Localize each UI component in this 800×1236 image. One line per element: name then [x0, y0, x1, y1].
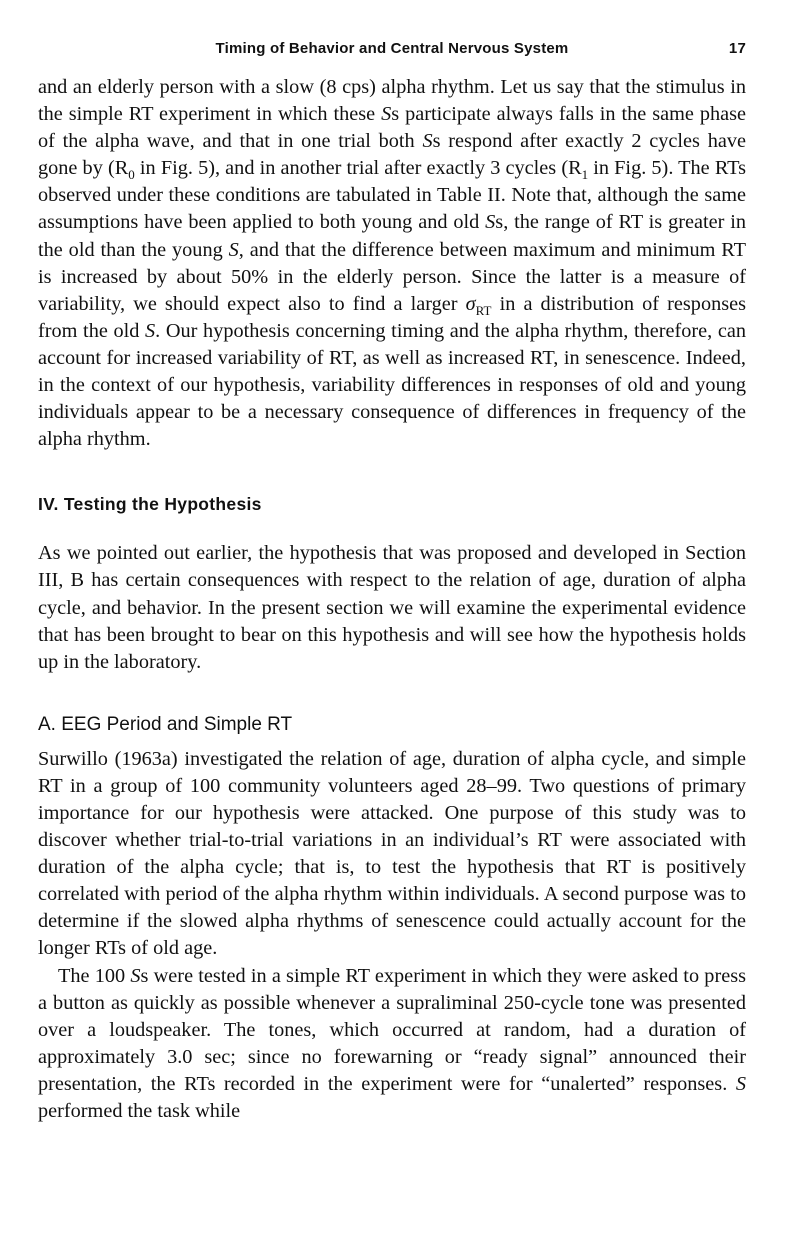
- book-page: [38, 40, 746, 1125]
- paragraph-alpha-rhythm-variability: and an elderly person with a slow (8 cps) alpha rhythm. Let us say that the stimulus in the simple RT experiment in which these Ss participate always falls in the same phase of the alpha wave, and that in one trial both Ss respond after exactly 2 cycles have gone by ($R_0$ in Fig. 5), and in another trial after exactly 3 cycles ($R_1$ in Fig. 5). The RTs observed under these conditions are tabulated in Table II. Note that, although the same assumptions have been applied to both young and old Ss, the range of RT is greater in the old than the young S, and that the difference between maximum and minimum RT is increased by about 50% in the elderly person. Since the latter is a measure of variability, we should expect also to find a larger $\sigma_{RT}$ in a distribution of responses from the old S. Our hypothesis concerning timing and the alpha rhythm, therefore, can account for increased variability of RT, as well as increased RT, in senescence. Indeed, in the context of our hypothesis, variability differences in responses of old and young individuals appear to be a necessary consequence of differences in frequency of the alpha rhythm.: [38, 76, 747, 451]
- paragraph-experiment-procedure: The 100 Ss were tested in a simple RT experiment in which they were asked to press a button as quickly as possible whenever a supraliminal 250-cycle tone was presented over a loudspeaker. The tones, which occurred at random, had a duration of approximately 3.0 sec; since no forewarning or “ready signal” announced their presentation, the RTs recorded in the experiment were for “unalerted” responses. S performed the task while: [38, 964, 746, 1122]
- paragraph-testing-hypothesis: As we pointed out earlier, the hypothesis that was proposed and developed in Section III, B has certain consequences with respect to the relation of age, duration of alpha cycle, and behavior. In the present section we will examine the experimental evidence that has been brought to bear on this hypothesis and will see how the hypothesis holds up in the laboratory.: [38, 542, 746, 673]
- section-heading-testing-hypothesis: IV. Testing the Hypothesis: [38, 494, 262, 515]
- paragraph-surwillo-study: Surwillo (1963a) investigated the relation of age, duration of alpha cycle, and simple RT in a group of 100 community volunteers aged 28–99. Two questions of primary importance for our hypothesis were attacked. One purpose of this study was to discover whether trial-to-trial variations in an individual’s RT were associated with duration of the alpha cycle; that is, to test the hypothesis that RT is positively correlated with period of the alpha rhythm within individuals. A second purpose was to determine if the slowed alpha rhythms of senescence could actually account for the longer RTs of old age.: [38, 747, 746, 960]
- running-head-title: Timing of Behavior and Central Nervous System: [215, 40, 569, 57]
- page-number: 17: [728, 40, 746, 57]
- subsection-heading-eeg-period: A. EEG Period and Simple RT: [38, 713, 293, 735]
- running-head: [38, 40, 746, 64]
